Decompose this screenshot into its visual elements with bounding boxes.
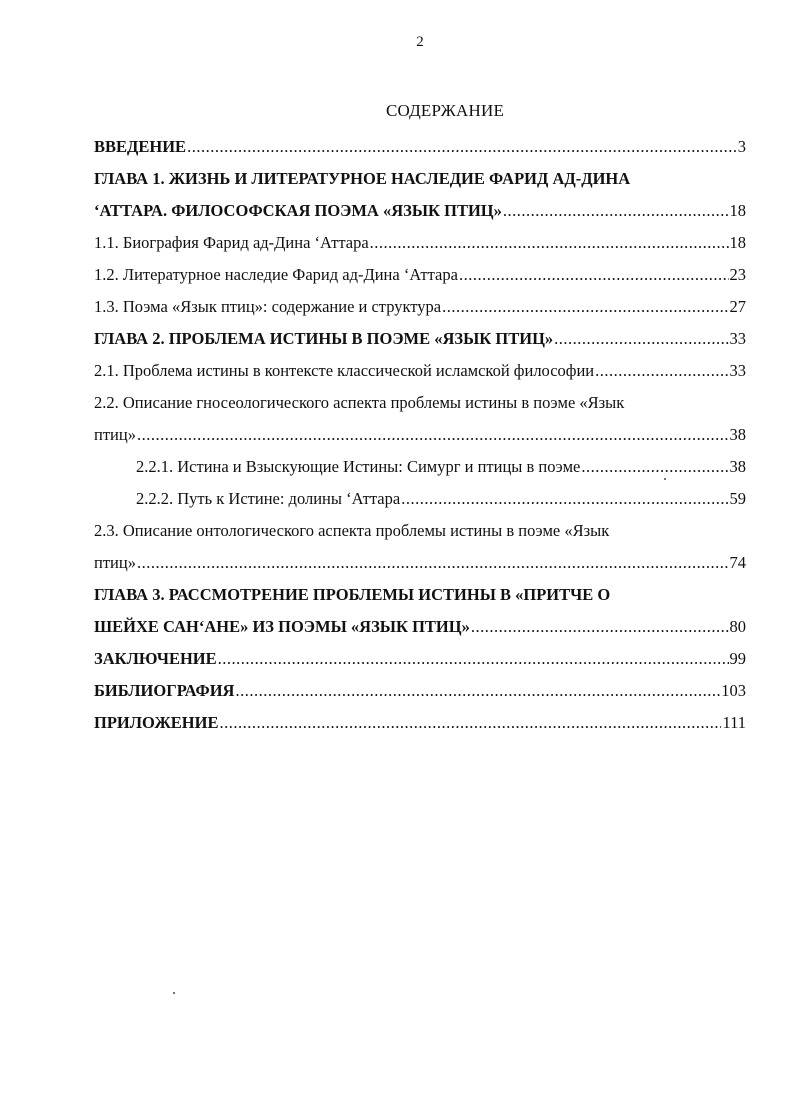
toc-entry-2-3-line-2[interactable] bbox=[94, 547, 746, 579]
toc-entry-page: 33 bbox=[729, 329, 746, 348]
toc-leader-dots bbox=[401, 483, 728, 515]
toc-entry-page: 27 bbox=[729, 297, 746, 316]
toc-leader-dots bbox=[581, 451, 728, 483]
toc-leader-dots bbox=[471, 611, 729, 643]
toc-entry-chapter-1-line-1[interactable] bbox=[94, 163, 746, 195]
toc-title: СОДЕРЖАНИЕ bbox=[385, 101, 505, 120]
toc-entry-page: 80 bbox=[729, 617, 746, 636]
toc-leader-dots bbox=[370, 227, 729, 259]
toc-entry-page: 103 bbox=[721, 681, 746, 700]
toc-entry-introduction[interactable] bbox=[94, 131, 746, 163]
toc-entry-appendix[interactable] bbox=[94, 707, 746, 739]
toc-leader-dots bbox=[219, 707, 721, 739]
toc-entry-text: 2.2. Описание гносеологического аспекта проблемы истины в поэме «Язык bbox=[94, 393, 625, 412]
toc-entry-text: 2.2.2. Путь к Истине: долины ‘Аттара bbox=[136, 489, 401, 508]
toc-entry-text: 2.3. Описание онтологического аспекта проблемы истины в поэме «Язык bbox=[94, 521, 610, 540]
table-of-contents bbox=[94, 131, 746, 739]
toc-entry-2-2-line-2[interactable] bbox=[94, 419, 746, 451]
toc-leader-dots bbox=[235, 675, 720, 707]
toc-entry-conclusion[interactable] bbox=[94, 643, 746, 675]
toc-entry-page: 33 bbox=[729, 361, 746, 380]
toc-entry-text: ПРИЛОЖЕНИЕ bbox=[94, 713, 219, 732]
toc-entry-text: ВВЕДЕНИЕ bbox=[94, 137, 187, 156]
toc-entry-2-2-line-1[interactable] bbox=[94, 387, 746, 419]
toc-entry-text: ‘АТТАРА. ФИЛОСОФСКАЯ ПОЭМА «ЯЗЫК ПТИЦ» bbox=[94, 201, 502, 220]
toc-leader-dots bbox=[187, 131, 737, 163]
toc-entry-page: 18 bbox=[729, 201, 746, 220]
toc-entry-page: 18 bbox=[729, 233, 746, 252]
toc-entry-bibliography[interactable] bbox=[94, 675, 746, 707]
scan-speck bbox=[664, 478, 666, 480]
scan-speck bbox=[173, 992, 175, 994]
toc-entry-text: птиц» bbox=[94, 553, 136, 572]
toc-entry-chapter-3-line-1[interactable] bbox=[94, 579, 746, 611]
toc-entry-1-3[interactable] bbox=[94, 291, 746, 323]
toc-leader-dots bbox=[442, 291, 728, 323]
toc-entry-page: 99 bbox=[729, 649, 746, 668]
toc-entry-text: 1.3. Поэма «Язык птиц»: содержание и структура bbox=[94, 297, 442, 316]
toc-entry-page: 59 bbox=[729, 489, 746, 508]
toc-leader-dots bbox=[459, 259, 729, 291]
toc-entry-2-2-2[interactable] bbox=[94, 483, 746, 515]
toc-entry-page: 3 bbox=[737, 137, 746, 156]
toc-entry-text: ГЛАВА 2. ПРОБЛЕМА ИСТИНЫ В ПОЭМЕ «ЯЗЫК ПТИЦ» bbox=[94, 329, 554, 348]
toc-entry-page: 38 bbox=[729, 457, 746, 476]
toc-entry-text: 2.2.1. Истина и Взыскующие Истины: Симург и птицы в поэме bbox=[136, 457, 581, 476]
toc-entry-page: 23 bbox=[729, 265, 746, 284]
toc-entry-1-2[interactable] bbox=[94, 259, 746, 291]
toc-entry-text: птиц» bbox=[94, 425, 136, 444]
toc-entry-chapter-1-line-2[interactable] bbox=[94, 195, 746, 227]
toc-entry-chapter-3-line-2[interactable] bbox=[94, 611, 746, 643]
toc-leader-dots bbox=[503, 195, 729, 227]
toc-leader-dots bbox=[554, 323, 728, 355]
toc-leader-dots bbox=[137, 419, 729, 451]
toc-leader-dots bbox=[137, 547, 729, 579]
toc-entry-text: 2.1. Проблема истины в контексте классической исламской философии bbox=[94, 361, 595, 380]
toc-entry-text: 1.1. Биография Фарид ад-Дина ‘Аттара bbox=[94, 233, 369, 252]
toc-entry-text: ГЛАВА 3. РАССМОТРЕНИЕ ПРОБЛЕМЫ ИСТИНЫ В «ПРИТЧЕ О bbox=[94, 585, 611, 604]
toc-leader-dots bbox=[595, 355, 728, 387]
toc-entry-text: БИБЛИОГРАФИЯ bbox=[94, 681, 235, 700]
toc-entry-chapter-2[interactable] bbox=[94, 323, 746, 355]
toc-entry-text: ШЕЙХЕ САН‘АНЕ» ИЗ ПОЭМЫ «ЯЗЫК ПТИЦ» bbox=[94, 617, 470, 636]
toc-entry-2-1[interactable] bbox=[94, 355, 746, 387]
toc-entry-1-1[interactable] bbox=[94, 227, 746, 259]
toc-entry-page: 111 bbox=[722, 713, 746, 732]
page-number: 2 bbox=[416, 34, 424, 50]
toc-entry-2-3-line-1[interactable] bbox=[94, 515, 746, 547]
toc-entry-page: 38 bbox=[729, 425, 746, 444]
toc-entry-page: 74 bbox=[729, 553, 746, 572]
toc-entry-text: ГЛАВА 1. ЖИЗНЬ И ЛИТЕРАТУРНОЕ НАСЛЕДИЕ ФАРИД АД-ДИНА bbox=[94, 169, 631, 188]
toc-entry-text: 1.2. Литературное наследие Фарид ад-Дина ‘Аттара bbox=[94, 265, 458, 284]
toc-entry-text: ЗАКЛЮЧЕНИЕ bbox=[94, 649, 217, 668]
toc-leader-dots bbox=[218, 643, 729, 675]
toc-entry-2-2-1[interactable] bbox=[94, 451, 746, 483]
